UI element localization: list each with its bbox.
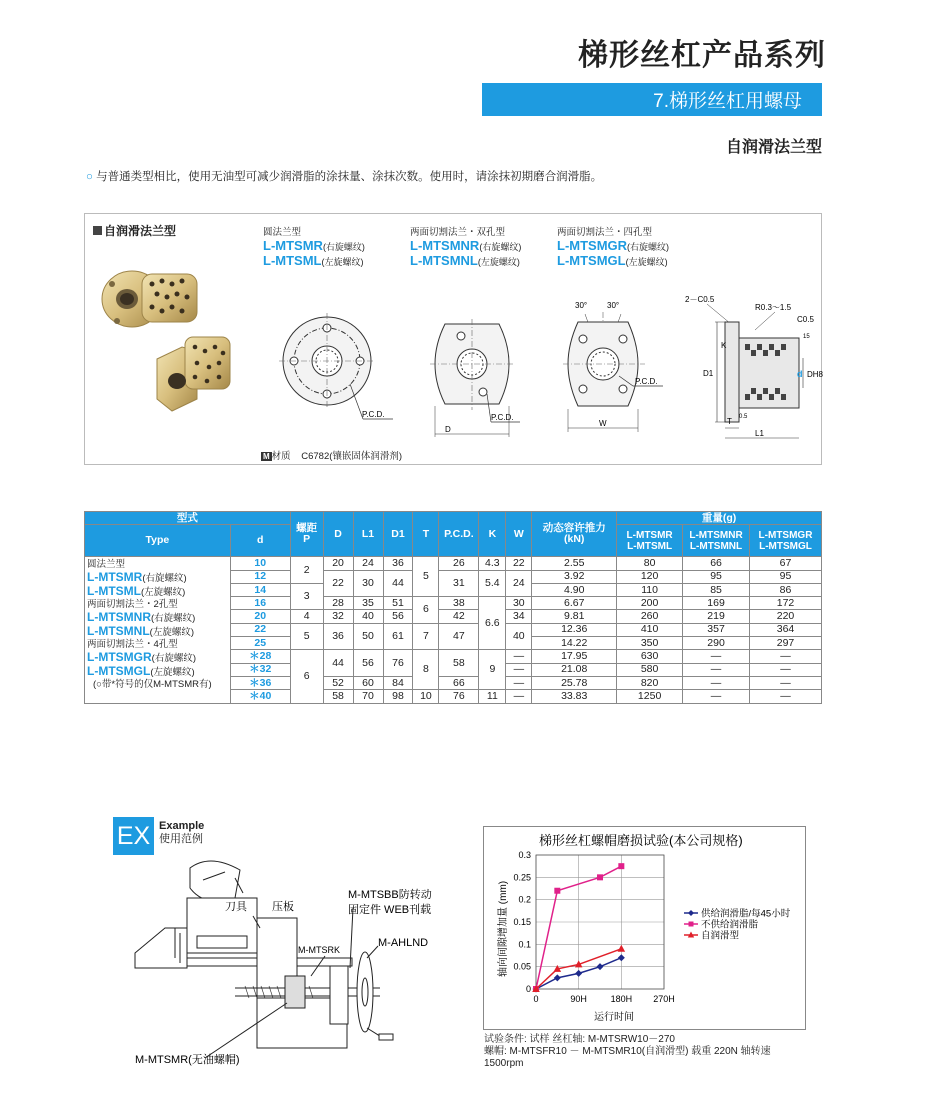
cell-load: 2.55: [532, 557, 617, 570]
chamfer2-label: C0.5: [797, 315, 814, 324]
pcd-label: P.C.D.: [362, 410, 385, 419]
cell-W: —: [506, 650, 532, 663]
cell-d: 25: [230, 637, 290, 650]
test-line-1: 试验条件: 试样 丝杠轴: M-MTSRW10－270: [484, 1034, 675, 1045]
model-name: L-MTSMNR: [410, 238, 480, 253]
type-suffix: (左旋螺纹): [150, 667, 195, 679]
cell-w3: —: [750, 690, 822, 703]
legend-label: 供给润滑脂/每45小时: [701, 908, 791, 920]
tol-label: 0.5: [739, 414, 748, 420]
note-text: 与普通类型相比，使用无油型可减少润滑脂的涂抹量、涂抹次数。使用时，请涂抹初期磨合润滑脂。: [96, 171, 603, 183]
header-load: 动态容许推力 (kN): [532, 512, 617, 557]
cell-d: 14: [230, 583, 290, 596]
cell-w3: 297: [750, 637, 822, 650]
header-D1: D1: [383, 512, 413, 557]
cell-w1: 630: [617, 650, 683, 663]
cell-w1: 110: [617, 583, 683, 596]
model-hand: (右旋螺纹): [627, 242, 670, 252]
cell-D1: 98: [383, 690, 413, 703]
cell-D1: 84: [383, 676, 413, 689]
cell-w2: —: [683, 650, 750, 663]
cell-load: 17.95: [532, 650, 617, 663]
type-line: 两面切割法兰・2孔型: [87, 599, 178, 611]
cell-D: 36: [323, 623, 353, 650]
cell-w1: 260: [617, 610, 683, 623]
drawing-side-section: [685, 292, 824, 442]
example-title: Example: [159, 820, 205, 832]
model-line: [263, 238, 365, 253]
cell-W: 40: [506, 623, 532, 650]
data-point: [575, 970, 582, 977]
cell-D1: 76: [383, 650, 413, 677]
d1-label: D1: [703, 369, 714, 378]
y-tick-label: 0.1: [518, 939, 531, 950]
cell-d: 16: [230, 597, 290, 610]
cell-load: 6.67: [532, 597, 617, 610]
example-badge: EX: [113, 817, 154, 855]
intro-note: [86, 168, 602, 184]
product-heading: [93, 222, 176, 239]
cell-load: 9.81: [532, 610, 617, 623]
d-thread-label: d: [797, 369, 803, 379]
angle15-label: 15: [803, 334, 810, 340]
model-hand: (左旋螺纹): [477, 257, 520, 267]
cell-w3: —: [750, 650, 822, 663]
cell-w3: —: [750, 663, 822, 676]
cell-L1: 70: [353, 690, 383, 703]
type-line: 两面切割法兰・4孔型: [87, 639, 178, 651]
cell-PCD: 42: [439, 610, 479, 623]
cell-PCD: 58: [439, 650, 479, 677]
cell-K: 9: [479, 650, 506, 690]
cell-D1: 51: [383, 597, 413, 610]
test-conditions: [484, 1034, 771, 1070]
label-plate: 压板: [272, 901, 294, 913]
material-icon: M: [263, 452, 270, 461]
model-name: L-MTSML: [263, 253, 322, 268]
cell-load: 4.90: [532, 583, 617, 596]
caption-text: 两面切割法兰・四孔型: [557, 227, 653, 238]
x-tick-label: 180H: [610, 994, 633, 1004]
header-w3: L-MTSMGR L-MTSMGL: [750, 525, 822, 557]
drawing-two-hole-flange: [425, 314, 535, 444]
cell-D: 52: [323, 676, 353, 689]
chamfer-label: 2－C0.5: [685, 295, 715, 304]
drawing-four-hole-flange: [563, 294, 673, 434]
cell-T: 10: [413, 690, 439, 703]
label-ahlnd: M-AHLND: [378, 937, 429, 949]
page-title: 梯形丝杠产品系列: [578, 39, 826, 72]
type-caption-round: [263, 224, 365, 268]
cell-d: 12: [230, 570, 290, 583]
cell-d: ＊28: [230, 650, 290, 663]
example-subtitle: 使用范例: [159, 833, 203, 845]
model-hand: (左旋螺纹): [321, 257, 364, 267]
model-line: [410, 253, 521, 268]
cell-P: 4: [290, 610, 323, 623]
label-mtsbb-1: M-MTSBB防转动: [348, 889, 432, 901]
label-mtsrk: M-MTSRK: [298, 945, 340, 955]
cell-PCD: 38: [439, 597, 479, 610]
cell-w1: 410: [617, 623, 683, 636]
type-line: [87, 625, 228, 639]
cell-K: 11: [479, 690, 506, 703]
cell-L1: 30: [353, 570, 383, 597]
type-suffix: (右旋螺纹): [150, 613, 196, 625]
cell-w3: 364: [750, 623, 822, 636]
table-header-row: [85, 512, 822, 525]
example-heading: [159, 820, 204, 846]
radius-label: R0.3～1.5: [755, 303, 792, 312]
material-value: C6782(镶嵌固体润滑剂): [301, 451, 403, 462]
test-line-3: 1500rpm: [484, 1058, 524, 1069]
cell-w1: 580: [617, 663, 683, 676]
header-w1: L-MTSMR L-MTSML: [617, 525, 683, 557]
model-name: L-MTSMGL: [557, 253, 626, 268]
chart-xlabel: 运行时间: [594, 1012, 634, 1023]
data-point: [618, 954, 625, 961]
cell-w1: 1250: [617, 690, 683, 703]
label-mtsbb-2: 固定件 WEB刊载: [348, 904, 432, 916]
cell-w2: 85: [683, 583, 750, 596]
cell-PCD: 76: [439, 690, 479, 703]
cell-K: 6.6: [479, 597, 506, 650]
product-photo: [97, 259, 247, 419]
cell-w1: 200: [617, 597, 683, 610]
cell-P: 6: [290, 650, 323, 703]
caption-text: 两面切割法兰・双孔型: [410, 227, 506, 238]
cell-w3: 67: [750, 557, 822, 570]
label-mtsmr: M-MTSMR(无油螺帽): [135, 1054, 240, 1066]
type-model: L-MTSML: [87, 584, 141, 599]
model-name: L-MTSMNL: [410, 253, 478, 268]
y-tick-label: 0.3: [518, 850, 531, 860]
cell-d: ＊40: [230, 690, 290, 703]
header-weight: 重量(g): [617, 512, 822, 525]
type-model: L-MTSMGR: [87, 650, 152, 665]
cell-load: 14.22: [532, 637, 617, 650]
cell-w2: 66: [683, 557, 750, 570]
cell-PCD: 47: [439, 623, 479, 650]
type-suffix: (右旋螺纹): [142, 573, 187, 585]
cell-W: —: [506, 690, 532, 703]
example-drawing: [135, 858, 465, 1078]
d-label: D: [445, 425, 451, 434]
w-label: W: [599, 419, 607, 428]
y-tick-label: 0.05: [513, 961, 531, 972]
cell-w3: 86: [750, 583, 822, 596]
label-tool: 刀具: [225, 901, 247, 913]
caption-text: 圆法兰型: [263, 227, 302, 238]
y-tick-label: 0.15: [513, 917, 531, 927]
cell-w3: —: [750, 676, 822, 689]
cell-load: 33.83: [532, 690, 617, 703]
model-line: [557, 238, 669, 253]
cell-W: —: [506, 676, 532, 689]
cell-w2: —: [683, 676, 750, 689]
data-point: [554, 888, 560, 894]
section-subtitle: 自润滑法兰型: [725, 139, 822, 156]
angle-right-label: 30°: [607, 301, 620, 310]
model-hand: (左旋螺纹): [625, 257, 668, 267]
type-caption-four-hole: [557, 224, 669, 268]
cell-d: 22: [230, 623, 290, 636]
data-point: [618, 863, 624, 869]
cell-W: 22: [506, 557, 532, 570]
material-line: [261, 448, 402, 462]
x-tick-label: 0: [533, 994, 539, 1004]
cell-PCD: 31: [439, 570, 479, 597]
section-bar-label: 7.梯形丝杠用螺母: [653, 91, 802, 112]
cell-w2: 357: [683, 623, 750, 636]
cell-K: 5.4: [479, 570, 506, 597]
cell-w3: 95: [750, 570, 822, 583]
cell-load: 3.92: [532, 570, 617, 583]
y-tick-label: 0.25: [513, 872, 531, 883]
cell-d: 20: [230, 610, 290, 623]
cell-T: 5: [413, 557, 439, 597]
k-label: K: [721, 341, 727, 350]
header-w2: L-MTSMNR L-MTSMNL: [683, 525, 750, 557]
cell-d: 10: [230, 557, 290, 570]
cell-D: 58: [323, 690, 353, 703]
cell-P: 5: [290, 623, 323, 650]
model-name: L-MTSMGR: [557, 238, 628, 253]
cell-PCD: 66: [439, 676, 479, 689]
pcd-label: P.C.D.: [491, 413, 514, 422]
cell-W: —: [506, 663, 532, 676]
table-row: [85, 557, 822, 570]
cell-L1: 56: [353, 650, 383, 677]
header-pitch: 螺距 P: [290, 512, 323, 557]
cell-K: 4.3: [479, 557, 506, 570]
cell-w1: 820: [617, 676, 683, 689]
cell-w3: 220: [750, 610, 822, 623]
cell-D: 32: [323, 610, 353, 623]
data-point: [597, 963, 604, 970]
model-line: [263, 253, 365, 268]
model-hand: (右旋螺纹): [322, 242, 365, 252]
note-bullet-icon: ○: [86, 171, 93, 183]
cell-w2: 290: [683, 637, 750, 650]
section-bar: [482, 83, 822, 116]
type-model: L-MTSMR: [87, 570, 143, 585]
y-tick-label: 0: [525, 984, 531, 994]
cell-w2: —: [683, 663, 750, 676]
chart-title: 梯形丝杠螺帽磨损试验(本公司规格): [539, 833, 743, 848]
material-label: 材质: [271, 451, 291, 462]
legend-label: 不供给润滑脂: [701, 919, 759, 931]
type-model: L-MTSMNL: [87, 624, 150, 639]
cell-D1: 61: [383, 623, 413, 650]
type-suffix: (左旋螺纹): [149, 627, 194, 639]
cell-W: 24: [506, 570, 532, 597]
data-point: [618, 945, 626, 952]
cell-P: 3: [290, 583, 323, 610]
angle-left-label: 30°: [575, 301, 588, 310]
type-line: [87, 611, 228, 625]
cell-d: ＊36: [230, 676, 290, 689]
wear-test-chart: [483, 826, 806, 1030]
cell-L1: 40: [353, 610, 383, 623]
test-line-2: 螺帽: M-MTSFR10 － M-MTSMR10(自润滑型) 载重 220N 轴转速: [484, 1046, 771, 1057]
type-line: [87, 665, 228, 679]
square-bullet-icon: [93, 226, 102, 235]
l1-label: L1: [755, 429, 764, 438]
type-suffix: (左旋螺纹): [140, 587, 186, 599]
cell-D: 20: [323, 557, 353, 570]
drawing-round-flange: [275, 309, 405, 439]
type-model: L-MTSMNR: [87, 610, 151, 625]
cell-L1: 60: [353, 676, 383, 689]
cell-D: 44: [323, 650, 353, 677]
cell-D1: 56: [383, 610, 413, 623]
cell-D: 28: [323, 597, 353, 610]
type-line: [87, 651, 228, 665]
type-line: 圆法兰型: [87, 559, 126, 571]
header-PCD: P.C.D.: [439, 512, 479, 557]
cell-w1: 80: [617, 557, 683, 570]
x-tick-label: 270H: [653, 994, 675, 1004]
header-K: K: [479, 512, 506, 557]
cell-W: 34: [506, 610, 532, 623]
cell-T: 6: [413, 597, 439, 624]
product-heading-text: 自润滑法兰型: [104, 224, 177, 238]
data-point: [597, 874, 603, 880]
type-cell: [85, 557, 231, 703]
cell-L1: 35: [353, 597, 383, 610]
cell-W: 30: [506, 597, 532, 610]
legend-label: 自润滑型: [701, 930, 740, 942]
cell-w2: 169: [683, 597, 750, 610]
cell-T: 7: [413, 623, 439, 650]
y-tick-label: 0.2: [518, 894, 531, 905]
cell-load: 12.36: [532, 623, 617, 636]
cell-PCD: 26: [439, 557, 479, 570]
cell-D: 22: [323, 570, 353, 597]
cell-L1: 24: [353, 557, 383, 570]
pcd-label: P.C.D.: [635, 377, 658, 386]
model-hand: (右旋螺纹): [479, 242, 522, 252]
type-suffix: (右旋螺纹): [151, 653, 196, 665]
header-d: d: [230, 525, 290, 557]
cell-D1: 36: [383, 557, 413, 570]
cell-w1: 120: [617, 570, 683, 583]
type-line: [87, 571, 228, 585]
legend-marker: [688, 910, 694, 916]
type-line: (○带*符号的仅M-MTSMR有): [93, 679, 212, 691]
chart-svg: [484, 827, 805, 1029]
header-T: T: [413, 512, 439, 557]
cell-d: ＊32: [230, 663, 290, 676]
header-type-group: 型式: [85, 512, 291, 525]
cell-w1: 350: [617, 637, 683, 650]
x-tick-label: 90H: [570, 994, 587, 1004]
model-line: [557, 253, 669, 268]
cell-load: 25.78: [532, 676, 617, 689]
cell-L1: 50: [353, 623, 383, 650]
model-name: L-MTSMR: [263, 238, 323, 253]
t-label: T: [727, 417, 732, 426]
product-box: [84, 213, 822, 465]
cell-load: 21.08: [532, 663, 617, 676]
cell-w2: 95: [683, 570, 750, 583]
cell-w2: 219: [683, 610, 750, 623]
type-caption-two-hole: [410, 224, 521, 268]
header-D: D: [323, 512, 353, 557]
header-W: W: [506, 512, 532, 557]
legend-marker: [689, 922, 694, 927]
header-type: Type: [85, 525, 231, 557]
type-line: [87, 585, 228, 599]
cell-T: 8: [413, 650, 439, 690]
cell-w3: 172: [750, 597, 822, 610]
chart-ylabel: 轴向间隙增加量 (mm): [498, 880, 509, 977]
data-point: [554, 974, 561, 981]
spec-table: [84, 511, 822, 704]
type-model: L-MTSMGL: [87, 664, 151, 679]
model-line: [410, 238, 521, 253]
cell-D1: 44: [383, 570, 413, 597]
dh8-label: DH8: [807, 370, 824, 379]
cell-w2: —: [683, 690, 750, 703]
cell-P: 2: [290, 557, 323, 584]
header-L1: L1: [353, 512, 383, 557]
